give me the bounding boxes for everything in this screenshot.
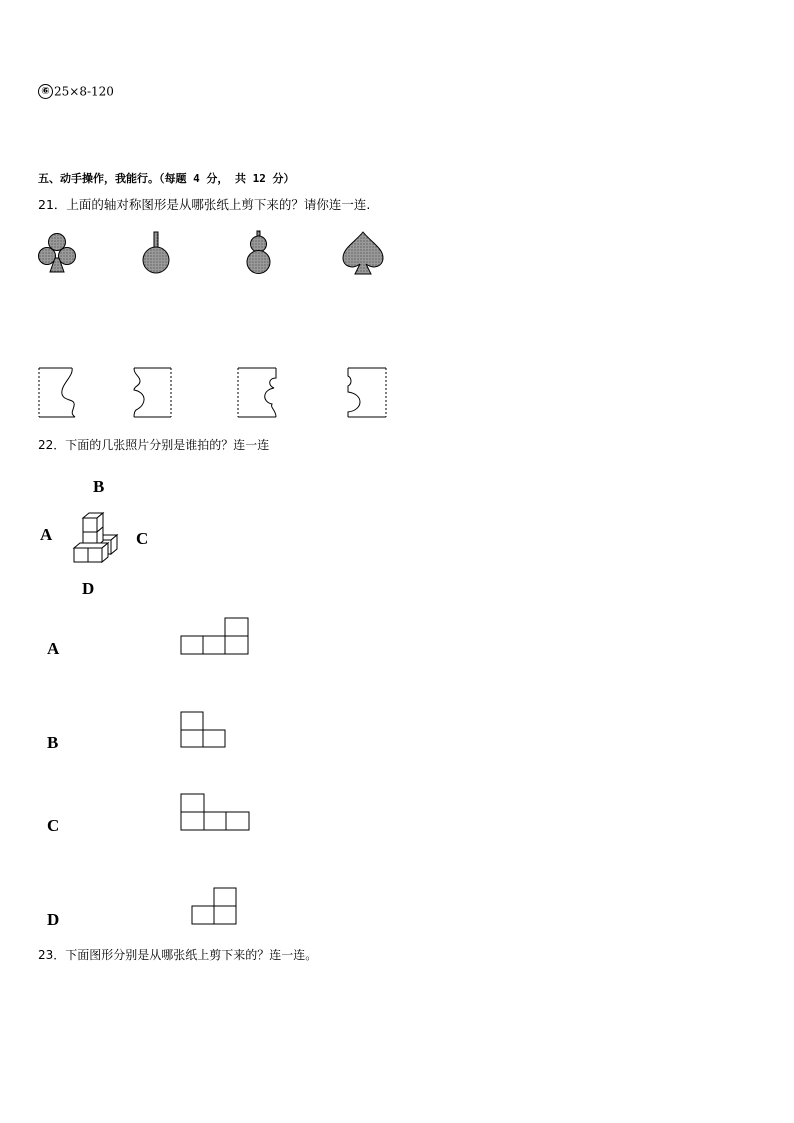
view-c-label[interactable]: C xyxy=(47,816,60,835)
paper-cut-1[interactable] xyxy=(39,368,75,417)
spade-shape[interactable] xyxy=(343,232,383,274)
paper-cut-4[interactable] xyxy=(348,368,386,417)
direction-d-label: D xyxy=(82,579,95,598)
view-a-label[interactable]: A xyxy=(47,639,60,658)
direction-c-label: C xyxy=(136,529,149,548)
expression-number: ⑥ xyxy=(38,84,53,99)
cube-arrangement xyxy=(74,513,117,562)
view-grid-b[interactable] xyxy=(181,712,225,747)
question-22-text: 22．下面的几张照片分别是谁拍的？连一连 xyxy=(38,438,270,452)
view-grid-c[interactable] xyxy=(181,794,249,830)
view-grid-d[interactable] xyxy=(192,888,236,924)
racket-shape[interactable] xyxy=(143,232,169,273)
paper-cut-3[interactable] xyxy=(238,368,276,417)
view-b-label[interactable]: B xyxy=(47,733,59,752)
club-shape[interactable] xyxy=(39,234,76,273)
expression-text: 25×8-120 xyxy=(54,84,114,99)
question-21-text: 21．上面的轴对称图形是从哪张纸上剪下来的？请你连一连. xyxy=(38,197,371,212)
section-title: 五、动手操作，我能行。（每题 4 分， 共 12 分） xyxy=(38,172,295,185)
view-d-label[interactable]: D xyxy=(47,910,60,929)
direction-b-label: B xyxy=(93,477,105,496)
gourd-shape[interactable] xyxy=(247,231,270,274)
view-grid-a[interactable] xyxy=(181,618,248,654)
direction-a-label: A xyxy=(40,525,53,544)
question-23-text: 23．下面图形分别是从哪张纸上剪下来的？连一连。 xyxy=(38,948,318,962)
paper-cut-2[interactable] xyxy=(134,368,171,417)
